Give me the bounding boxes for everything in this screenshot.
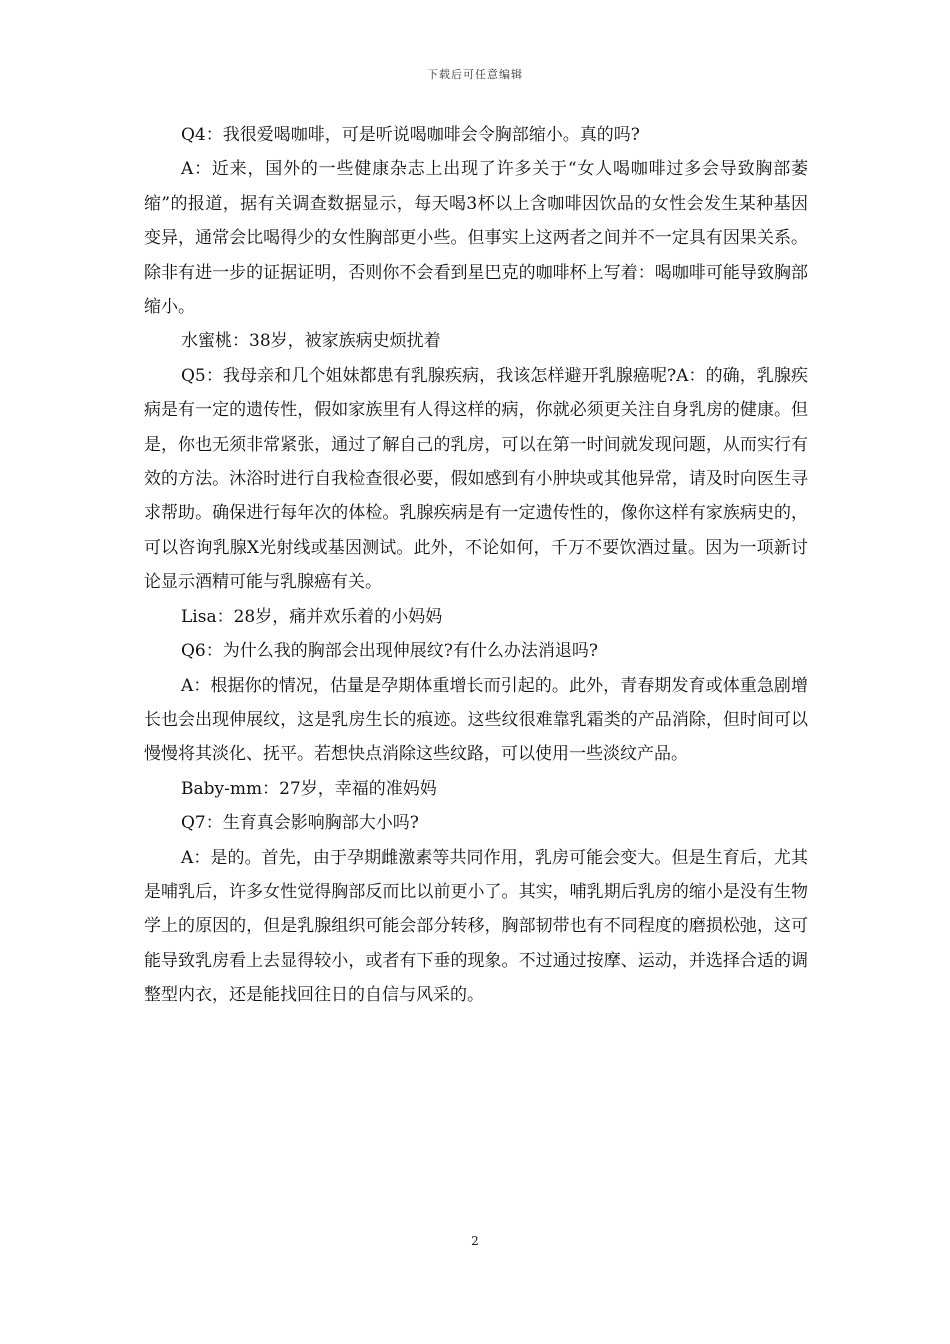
paragraph-q5: Q5：我母亲和几个姐妹都患有乳腺疾病，我该怎样避开乳腺癌呢?A：的确，乳腺疾病是有一定的遗传性，假如家族里有人得这样的病，你就必须更关注自身乳房的健康。但是，你也无须非常紧张，通过了解自己的乳房，可以在第一时间就发现问题，从而实行有效的方法。沐浴时进行自我检查很必要，假如感到有小肿块或其他异常，请及时向医生寻求帮助。确保进行每年次的体检。乳腺疾病是有一定遗传性的，像你这样有家族病史的，可以咨询乳腺X光射线或基因测试。此外，不论如何，千万不要饮酒过量。因为一项新讨论显示酒精可能与乳腺癌有关。: [144, 365, 808, 593]
paragraph-a4: A：近来，国外的一些健康杂志上出现了许多关于“女人喝咖啡过多会导致胸部萎缩”的报道，据有关调查数据显示，每天喝3杯以上含咖啡因饮品的女性会发生某种基因变异，通常会比喝得少的女性胸部更小些。但事实上这两者之间并不一定具有因果关系。除非有进一步的证据证明，否则你不会看到星巴克的咖啡杯上写着：喝咖啡可能导致胸部缩小。: [144, 159, 808, 318]
paragraph-a6: A：根据你的情况，估量是孕期体重增长而引起的。此外，青春期发育或体重急剧增长也会出现伸展纹，这是乳房生长的痕迹。这些纹很难靠乳霜类的产品消除，但时间可以慢慢将其淡化、抚平。若想快点消除这些纹路，可以使用一些淡纹产品。: [144, 675, 808, 765]
paragraph-q6: Q6：为什么我的胸部会出现伸展纹?有什么办法消退吗?: [181, 641, 598, 662]
paragraph-asker-5: 水蜜桃：38岁，被家族病史烦扰着: [181, 331, 441, 352]
paragraph-q4: Q4：我很爱喝咖啡，可是听说喝咖啡会令胸部缩小。真的吗?: [181, 125, 640, 145]
document-body: [144, 118, 808, 1013]
page-header: 下载后可任意编辑: [427, 68, 523, 81]
page-number: 2: [471, 1234, 479, 1248]
paragraph-asker-6: Lisa：28岁，痛并欢乐着的小妈妈: [181, 606, 443, 627]
paragraph-asker-7: Baby-mm：27岁，幸福的准妈妈: [181, 778, 437, 799]
paragraph-q7: Q7：生育真会影响胸部大小吗?: [181, 813, 419, 834]
paragraph-a7: A：是的。首先，由于孕期雌激素等共同作用，乳房可能会变大。但是生育后，尤其是哺乳后，许多女性觉得胸部反而比以前更小了。其实，哺乳期后乳房的缩小是没有生物学上的原因的，但是乳腺组织可能会部分转移，胸部韧带也有不同程度的磨损松弛，这可能导致乳房看上去显得较小，或者有下垂的现象。不过通过按摩、运动，并选择合适的调整型内衣，还是能找回往日的自信与风采的。: [144, 847, 808, 1006]
